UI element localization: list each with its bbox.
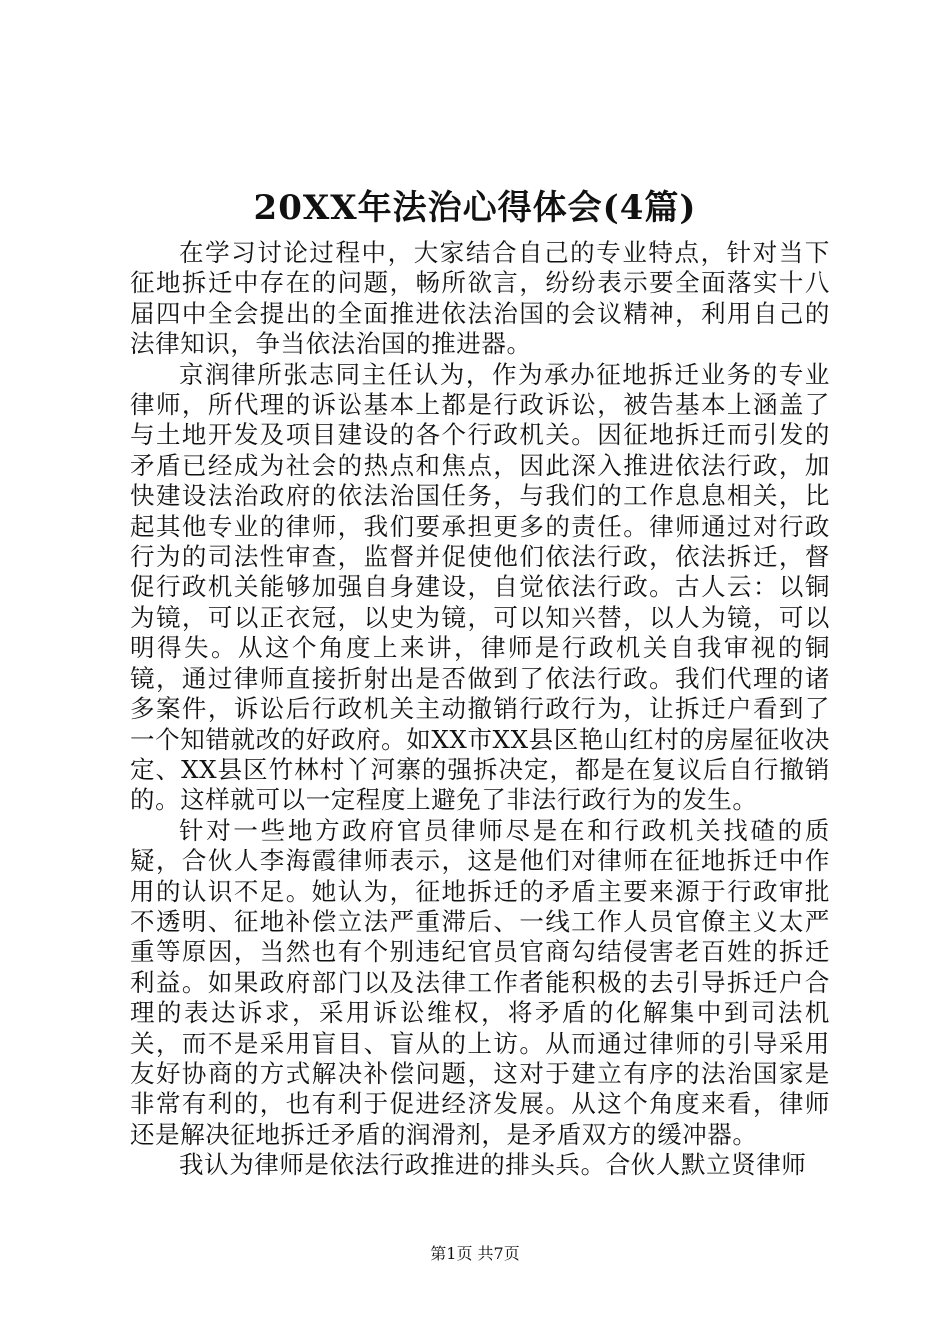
document-title: 20XX年法治心得体会(4篇)	[253, 188, 697, 228]
paragraph-1: 在学习讨论过程中，大家结合自己的专业特点，针对当下征地拆迁中存在的问题，畅所欲言，纷纷表示要全面落实十八届四中全会提出的全面推进依法治国的会议精神，利用自己的法律知识，争当依法治国的推进器。	[130, 238, 830, 359]
paragraph-3: 针对一些地方政府官员律师尽是在和行政机关找碴的质疑，合伙人李海霞律师表示，这是他们对律师在征地拆迁中作用的认识不足。她认为，征地拆迁的矛盾主要来源于行政审批不透明、征地补偿立法严重滞后、一线工作人员官僚主义太严重等原因，当然也有个别违纪官员官商勾结侵害老百姓的拆迁利益。如果政府部门以及法律工作者能积极的去引导拆迁户合理的表达诉求，采用诉讼维权，将矛盾的化解集中到司法机关，而不是采用盲目、盲从的上访。从而通过律师的引导采用友好协商的方式解决补偿问题，这对于建立有序的法治国家是非常有利的，也有利于促进经济发展。从这个角度来看，律师还是解决征地拆迁矛盾的润滑剂，是矛盾双方的缓冲器。	[130, 815, 830, 1149]
page-number-footer: 第1页 共7页	[430, 1244, 520, 1263]
document-body	[130, 238, 830, 1181]
paragraph-2: 京润律所张志同主任认为，作为承办征地拆迁业务的专业律师，所代理的诉讼基本上都是行政诉讼，被告基本上涵盖了与土地开发及项目建设的各个行政机关。因征地拆迁而引发的矛盾已经成为社会的热点和焦点，因此深入推进依法行政，加快建设法治政府的依法治国任务，与我们的工作息息相关，比起其他专业的律师，我们要承担更多的责任。律师通过对行政行为的司法性审查，监督并促使他们依法行政，依法拆迁，督促行政机关能够加强自身建设，自觉依法行政。古人云：以铜为镜，可以正衣冠，以史为镜，可以知兴替，以人为镜，可以明得失。从这个角度上来讲，律师是行政机关自我审视的铜镜，通过律师直接折射出是否做到了依法行政。我们代理的诸多案件，诉讼后行政机关主动撤销行政行为，让拆迁户看到了一个知错就改的好政府。如XX市XX县区艳山红村的房屋征收决定、XX县区竹林村丫河寨的强拆决定，都是在复议后自行撤销的。这样就可以一定程度上避免了非法行政行为的发生。	[130, 359, 830, 815]
paragraph-4: 我认为律师是依法行政推进的排头兵。合伙人默立贤律师	[179, 1150, 807, 1180]
